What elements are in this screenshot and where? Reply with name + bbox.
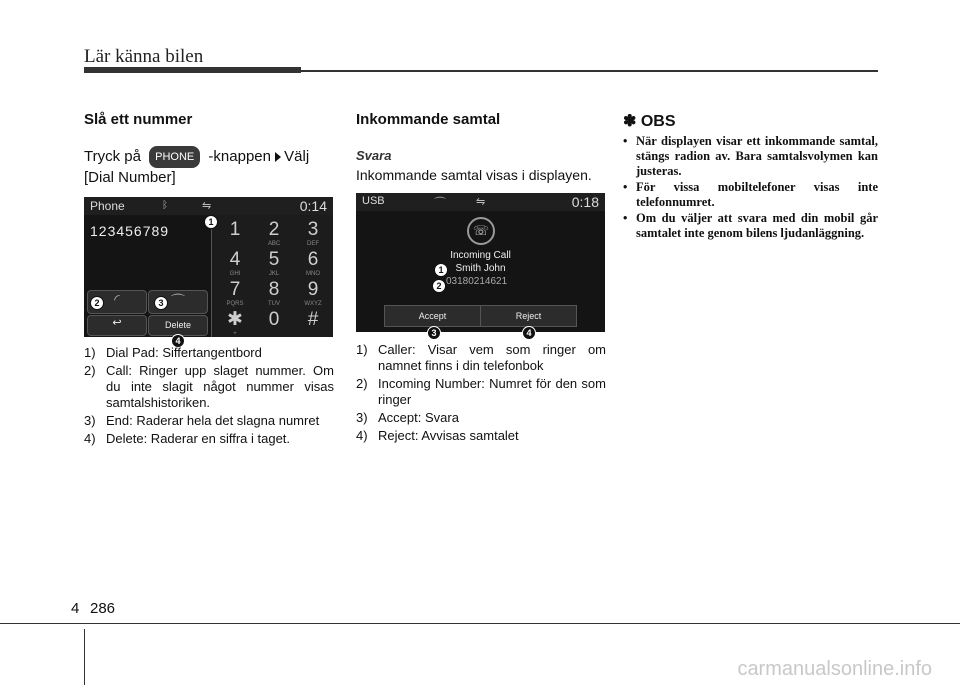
obs-heading: [623, 111, 878, 131]
legend-number: 2): [84, 363, 96, 378]
phone-status-icon: ⌒: [434, 196, 447, 210]
back-arrow-icon: ↩: [112, 317, 122, 329]
incoming-time: 0:18: [571, 194, 599, 210]
dial-key-digit: ✱: [227, 309, 243, 330]
dial-key-digit: 5: [268, 249, 280, 270]
dial-key[interactable]: [294, 307, 332, 335]
dial-key-digit: 4: [229, 249, 241, 270]
page-header-title: Lär känna bilen: [84, 46, 204, 67]
legend-text: Accept: Svara: [378, 410, 459, 425]
accept-button[interactable]: Accept: [384, 305, 481, 327]
obs-note: • När displayen visar ett inkommande samtal, stängs radion av. Bara samtalsvolymen kan justeras.: [623, 134, 878, 179]
incoming-description: Inkommande samtal visas i displayen.: [356, 167, 592, 183]
incoming-legend-list: [356, 342, 606, 446]
legend-text: Call: Ringer upp slaget nummer. Om du inte slagit något nummer visas samtalshistoriken.: [106, 363, 334, 410]
legend-number: 3): [356, 410, 368, 425]
header-rule: [84, 70, 878, 72]
legend-number: 1): [356, 342, 368, 357]
footer-vertical-rule: [84, 629, 85, 685]
intro-text-b: -knappen: [208, 147, 271, 165]
callout-1b: 1: [434, 263, 448, 277]
intro-text-c: Välj: [284, 147, 310, 165]
legend-item: [356, 376, 606, 408]
dial-key-letters: PQRS: [226, 301, 244, 307]
dial-key-digit: 0: [268, 309, 280, 330]
dial-key[interactable]: [216, 277, 254, 305]
dial-screen-topbar: [84, 197, 333, 215]
incoming-call-label: Incoming Call: [450, 250, 511, 261]
intro-text-d: [Dial Number]: [84, 169, 176, 186]
dial-key[interactable]: [294, 277, 332, 305]
footer-section-number: 4: [71, 600, 80, 617]
dial-key[interactable]: [294, 247, 332, 275]
dial-instructions: [84, 146, 334, 188]
phone-button-label: PHONE: [149, 146, 200, 168]
back-button[interactable]: [87, 315, 147, 336]
dialed-number: 123456789: [90, 223, 170, 239]
incoming-phone-icon: ☏: [467, 217, 495, 245]
legend-number: 2): [356, 376, 368, 391]
legend-item: [356, 342, 606, 374]
delete-button[interactable]: Delete: [148, 315, 208, 336]
legend-text: Delete: Raderar en siffra i taget.: [106, 431, 291, 446]
dial-key[interactable]: [216, 217, 254, 245]
phone-call-icon: ◜: [114, 291, 120, 307]
obs-note: • Om du väljer att svara med din mobil går samtalet inte genom bilens ljudanläggning.: [623, 211, 878, 241]
obs-notes: [623, 134, 878, 241]
legend-number: 3): [84, 413, 96, 428]
watermark-text: carmanualsonline.info: [737, 658, 932, 680]
dial-key-letters: WXYZ: [304, 301, 322, 307]
dial-key[interactable]: [255, 217, 293, 245]
callout-2b: 2: [432, 279, 446, 293]
caller-name: Smith John: [455, 263, 506, 274]
dial-key-letters: DEF: [307, 241, 319, 247]
dial-legend-list: [84, 345, 334, 449]
dial-key-digit: 7: [229, 279, 241, 300]
footer-rule: [0, 623, 960, 624]
dial-key-letters: TUV: [268, 301, 280, 307]
dial-key-digit: 8: [268, 279, 280, 300]
legend-text: Incoming Number: Numret för den som ringer: [378, 376, 606, 407]
callout-1: 1: [204, 215, 218, 229]
dial-key-letters: GHI: [229, 271, 241, 277]
dial-key[interactable]: [255, 277, 293, 305]
subheading-answer: Svara: [356, 148, 392, 163]
legend-item: [84, 363, 334, 411]
legend-item: [356, 410, 606, 426]
incoming-screen: [356, 193, 605, 332]
usb-icon: ⇋: [476, 196, 486, 208]
dial-key[interactable]: [255, 247, 293, 275]
legend-number: 4): [356, 428, 368, 443]
asterisk-icon: ✽: [623, 113, 637, 130]
dial-key[interactable]: [216, 247, 254, 275]
legend-number: 1): [84, 345, 96, 360]
legend-item: [84, 345, 334, 361]
caller-number: 03180214621: [446, 276, 508, 287]
bluetooth-icon: ᛒ: [162, 200, 168, 211]
arrow-right-icon: [275, 152, 281, 162]
callout-4b: 4: [522, 326, 536, 340]
obs-title-text: OBS: [640, 113, 676, 130]
usb-icon: ⇋: [202, 200, 212, 212]
dial-key-digit: 9: [307, 279, 319, 300]
legend-item: [84, 431, 334, 447]
section-heading-dial: Slå ett nummer: [84, 111, 193, 128]
callout-4: 4: [171, 334, 185, 348]
legend-text: Caller: Visar vem som ringer om namnet finns i din telefonbok: [378, 342, 606, 373]
callout-3b: 3: [427, 326, 441, 340]
dial-key-digit: 3: [307, 219, 319, 240]
dial-key-letters: JKL: [268, 271, 280, 277]
dial-screen-title: Phone: [90, 199, 125, 213]
dial-key-letters: MNO: [306, 271, 320, 277]
dial-key[interactable]: [255, 307, 293, 335]
legend-text: End: Raderar hela det slagna numret: [106, 413, 320, 428]
legend-item: [84, 413, 334, 429]
reject-button[interactable]: Reject: [480, 305, 577, 327]
footer-page-number: 286: [90, 600, 116, 617]
left-column: [84, 111, 334, 188]
dial-key[interactable]: [216, 307, 254, 335]
legend-text: Reject: Avvisas samtalet: [378, 428, 519, 443]
legend-item: [356, 428, 606, 444]
callout-3: 3: [154, 296, 168, 310]
intro-text-a: Tryck på: [84, 147, 141, 165]
dial-key-digit: #: [307, 309, 319, 330]
legend-number: 4): [84, 431, 96, 446]
section-heading-incoming: Inkommande samtal: [356, 111, 501, 128]
dial-key-digit: 2: [268, 219, 280, 240]
callout-2: 2: [90, 296, 104, 310]
dial-pad: [211, 215, 333, 337]
dial-key-letters: +: [233, 331, 237, 337]
legend-text: Dial Pad: Siffertangentbord: [106, 345, 262, 360]
middle-column: [356, 111, 606, 184]
obs-note: • För vissa mobiltelefoner visas inte telefonnumret.: [623, 180, 878, 210]
dial-key-digit: 1: [229, 219, 241, 240]
dial-screen-time: 0:14: [299, 198, 327, 214]
dial-key-letters: ABC: [267, 241, 281, 247]
phone-end-icon: ⌒: [171, 293, 185, 309]
dial-key-digit: 6: [307, 249, 319, 270]
incoming-source: USB: [362, 195, 385, 207]
right-column: [623, 111, 878, 242]
incoming-screen-topbar: [356, 193, 605, 211]
dial-key[interactable]: [294, 217, 332, 245]
